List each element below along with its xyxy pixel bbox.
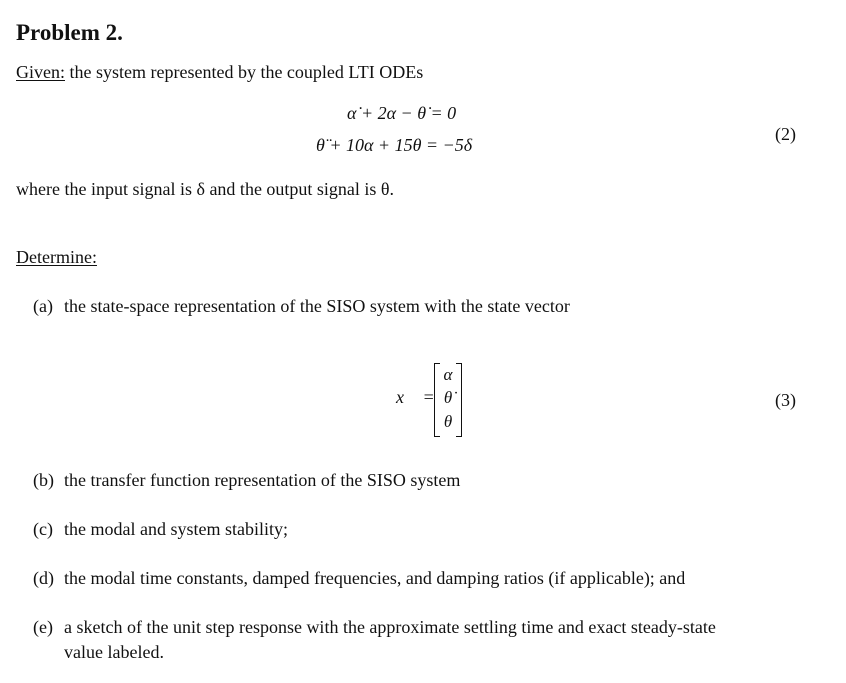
item-text: the modal time constants, damped frequencies, and damping ratios (if applicable); and — [64, 568, 686, 588]
item-text: the modal and system stability; — [64, 519, 288, 539]
item-e-continuation: value labeled. — [64, 642, 164, 662]
item-e — [33, 617, 716, 638]
problem-title: Problem 2. — [16, 20, 123, 45]
item-label: (b) — [33, 470, 54, 490]
item-label: (c) — [33, 519, 53, 539]
given-label: Given: — [16, 62, 65, 82]
matrix-entry: θ̇ — [443, 388, 453, 407]
equation-2: θ̈ + 10α + 15θ = −5δ — [316, 135, 473, 155]
item-b — [33, 470, 460, 491]
item-label: (e) — [33, 617, 53, 637]
item-label: (d) — [33, 568, 54, 588]
item-text: a sketch of the unit step response with the approximate settling time and exact steady-state — [64, 617, 716, 637]
item-text: the state-space representation of the SISO system with the state vector — [64, 296, 570, 316]
item-label: (a) — [33, 296, 53, 316]
matrix-entry: α — [443, 365, 453, 384]
item-c — [33, 519, 288, 540]
item-d — [33, 568, 685, 589]
equation-number-3: (3) — [775, 390, 796, 410]
determine-label: Determine: — [16, 247, 97, 267]
given-line — [16, 62, 423, 83]
equation-number-2: (2) — [775, 124, 796, 144]
where-text: where the input signal is δ and the output signal is θ. — [16, 179, 395, 199]
given-text: the system represented by the coupled LTI ODEs — [65, 62, 424, 82]
item-a — [33, 296, 570, 317]
state-vector-matrix — [434, 363, 462, 435]
item-text: the transfer function representation of the SISO system — [64, 470, 461, 490]
state-vector-lhs: x⃗ = — [396, 387, 435, 407]
equation-1: α̇ + 2α − θ̇ = 0 — [347, 103, 457, 123]
matrix-entry: θ — [443, 412, 453, 431]
